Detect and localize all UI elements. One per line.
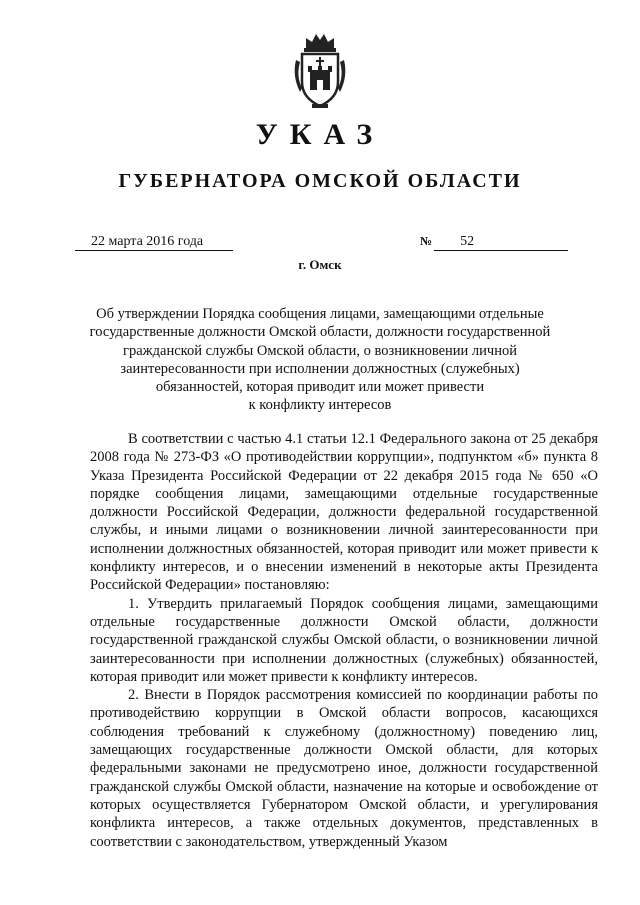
document-number: 52: [434, 234, 568, 251]
heading-line: к конфликту интересов: [248, 397, 392, 414]
body-paragraph-2: 2. Внести в Порядок рассмотрения комиссией по координации работы по противодействию коррупции в Омской области вопросов, касающихся соблюдения требований к служебному (должностному) поведению лиц, замещающих государственные должности Омской области, для которых федеральными законами не предусмотрено иное, должности государственной гражданской службы Омской области, назначение на которые и освобождение от которых осуществляется Губернатором Омской области, и урегулирования конфликта интересов, а также отдельных документов, представленных в соответствии с законодательством, утвержденный Указом: [90, 687, 598, 850]
body-paragraph-1: 1. Утвердить прилагаемый Порядок сообщения лицами, замещающими отдельные государственные должности Омской области, должности государственной гражданской службы Омской области, о возникновении личной заинтересованности при исполнении должностных (служебных) обязанностей, которая приводит или может привести к конфликту интересов.: [90, 595, 598, 685]
document-title: УКАЗ: [255, 118, 385, 151]
document-body: [90, 430, 598, 851]
number-sign: №: [420, 234, 433, 248]
document-subtitle: ГУБЕРНАТОРА ОМСКОЙ ОБЛАСТИ: [118, 170, 522, 192]
body-paragraph-preamble: В соответствии с частью 4.1 статьи 12.1 Федерального закона от 25 декабря 2008 года № 273-ФЗ «О противодействии коррупции», подпунктом «б» пункта 8 Указа Президента Российской Федерации от 22 декабря 2015 года № 650 «О порядке сообщения лицами, замещающими отдельные государственные должности Российской Федерации, должности федеральной государственной службы, и иными лицами о возникновении личной заинтересованности при исполнении должностных обязанностей, которая приводит или может привести к конфликту интересов, и о внесении изменений в некоторые акты Президента Российской Федерации» постановляю:: [90, 431, 598, 594]
heading-line: заинтересованности при исполнении должностных (служебных): [120, 360, 520, 377]
heading-line: Об утверждении Порядка сообщения лицами, замещающими отдельные: [96, 306, 544, 322]
document-date: 22 марта 2016 года: [75, 234, 233, 251]
heading-line: государственные должности Омской области, должности государственной: [89, 324, 551, 341]
heading-line: обязанностей, которая приводит или может привести: [155, 379, 485, 396]
heading-line: гражданской службы Омской области, о возникновении личной: [123, 342, 517, 359]
document-heading: [80, 305, 560, 415]
coat-of-arms-emblem: [292, 30, 348, 110]
document-number-field: [420, 234, 568, 251]
document-city: г. Омск: [298, 257, 342, 272]
